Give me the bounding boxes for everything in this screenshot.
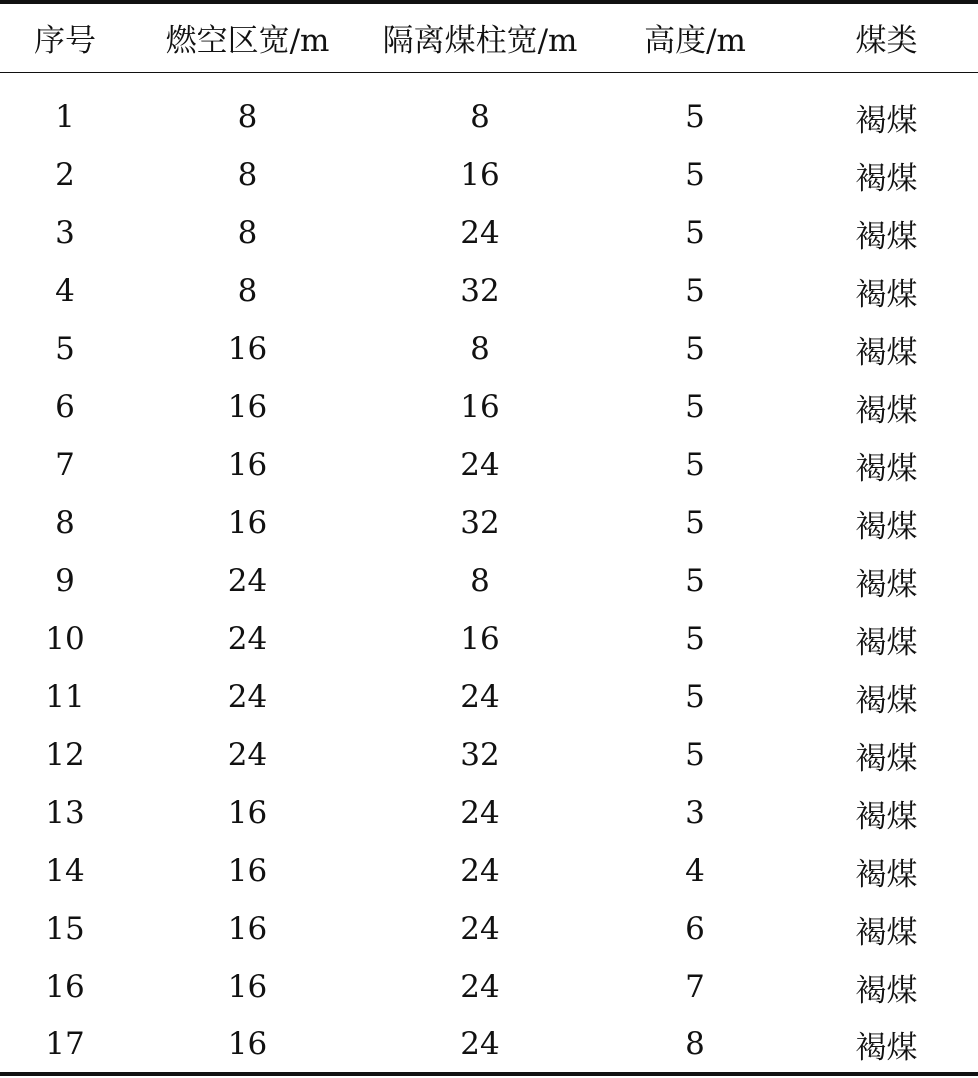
table-row xyxy=(0,72,978,146)
cell-pillar-width: 24 xyxy=(460,215,500,251)
cell-coal-type: 褐煤 xyxy=(855,102,918,139)
cell-height: 5 xyxy=(685,621,705,657)
header-cell-height: 高度/m xyxy=(595,2,795,72)
cell-pillar-width: 24 xyxy=(460,911,500,947)
table-body xyxy=(0,72,978,1074)
table-row xyxy=(0,668,978,726)
cell-pillar-width: 24 xyxy=(460,795,500,831)
cell-height: 5 xyxy=(685,679,705,715)
header-cell-index: 序号 xyxy=(0,2,130,72)
header-cell-goaf-width: 燃空区宽/m xyxy=(130,2,365,72)
cell-pillar-width: 8 xyxy=(470,563,490,599)
cell-coal-type: 褐煤 xyxy=(855,218,918,255)
cell-index: 4 xyxy=(55,273,75,309)
cell-goaf-width: 16 xyxy=(227,853,268,889)
cell-goaf-width: 8 xyxy=(237,99,258,136)
cell-pillar-width: 32 xyxy=(460,273,500,309)
cell-index: 7 xyxy=(55,447,75,483)
cell-index: 1 xyxy=(55,99,75,136)
table-row xyxy=(0,378,978,436)
cell-height: 5 xyxy=(685,737,705,773)
cell-goaf-width: 16 xyxy=(227,505,268,541)
table-row xyxy=(0,436,978,494)
cell-goaf-width: 8 xyxy=(237,273,258,309)
cell-index: 9 xyxy=(55,563,75,599)
cell-height: 5 xyxy=(685,99,705,136)
cell-pillar-width: 32 xyxy=(460,737,500,773)
table-row xyxy=(0,842,978,900)
table-row xyxy=(0,610,978,668)
cell-pillar-width: 16 xyxy=(460,621,500,657)
cell-goaf-width: 16 xyxy=(227,911,268,947)
cell-index: 15 xyxy=(45,911,85,947)
cell-goaf-width: 16 xyxy=(227,331,268,367)
cell-height: 5 xyxy=(685,563,705,599)
cell-coal-type: 褐煤 xyxy=(855,972,918,1009)
cell-goaf-width: 16 xyxy=(227,389,268,425)
cell-coal-type: 褐煤 xyxy=(795,1016,978,1074)
cell-coal-type: 褐煤 xyxy=(855,856,918,893)
cell-goaf-width: 24 xyxy=(227,679,268,715)
cell-index: 2 xyxy=(55,157,75,193)
cell-coal-type: 褐煤 xyxy=(855,624,918,661)
cell-pillar-width: 24 xyxy=(460,853,500,889)
cell-index: 5 xyxy=(55,331,75,367)
table-header xyxy=(0,2,978,72)
cell-coal-type: 褐煤 xyxy=(855,334,918,371)
cell-index: 10 xyxy=(45,621,85,657)
cell-height: 5 xyxy=(685,157,705,193)
header-cell-pillar-width: 隔离煤柱宽/m xyxy=(365,2,595,72)
cell-pillar-width: 24 xyxy=(460,447,500,483)
table-row xyxy=(0,958,978,1016)
cell-goaf-width: 16 xyxy=(227,795,268,831)
cell-pillar-width: 24 xyxy=(460,679,500,715)
cell-coal-type: 褐煤 xyxy=(855,160,918,197)
table-row xyxy=(0,726,978,784)
cell-index: 14 xyxy=(45,853,85,889)
table-row xyxy=(0,320,978,378)
header-row xyxy=(0,2,978,72)
cell-height: 5 xyxy=(685,273,705,309)
cell-index: 17 xyxy=(0,1016,130,1074)
cell-index: 3 xyxy=(55,215,75,251)
cell-index: 6 xyxy=(55,389,75,425)
cell-coal-type: 褐煤 xyxy=(855,914,918,951)
table-row xyxy=(0,494,978,552)
cell-coal-type: 褐煤 xyxy=(855,740,918,777)
cell-height: 5 xyxy=(685,389,705,425)
table-row xyxy=(0,784,978,842)
cell-coal-type: 褐煤 xyxy=(855,508,918,545)
cell-index: 16 xyxy=(45,969,85,1005)
table-row xyxy=(0,900,978,958)
table-row xyxy=(0,146,978,204)
cell-index: 13 xyxy=(45,795,85,831)
cell-coal-type: 褐煤 xyxy=(855,682,918,719)
cell-goaf-width: 8 xyxy=(237,215,258,251)
cell-goaf-width: 16 xyxy=(227,969,268,1005)
cell-coal-type: 褐煤 xyxy=(855,276,918,313)
cell-height: 8 xyxy=(595,1016,795,1074)
table-row xyxy=(0,262,978,320)
cell-goaf-width: 8 xyxy=(237,157,258,193)
cell-height: 5 xyxy=(685,447,705,483)
cell-index: 8 xyxy=(55,505,75,541)
cell-pillar-width: 24 xyxy=(460,969,500,1005)
cell-pillar-width: 24 xyxy=(365,1016,595,1074)
cell-height: 7 xyxy=(685,969,705,1005)
table-row xyxy=(0,552,978,610)
cell-coal-type: 褐煤 xyxy=(855,798,918,835)
cell-height: 3 xyxy=(685,795,705,831)
cell-pillar-width: 8 xyxy=(470,99,490,136)
cell-pillar-width: 8 xyxy=(470,331,490,367)
table-row xyxy=(0,1016,978,1074)
cell-coal-type: 褐煤 xyxy=(855,450,918,487)
cell-height: 6 xyxy=(685,911,705,947)
cell-goaf-width: 16 xyxy=(130,1016,365,1074)
cell-index: 11 xyxy=(45,679,85,715)
cell-coal-type: 褐煤 xyxy=(855,566,918,603)
cell-goaf-width: 16 xyxy=(227,447,268,483)
cell-goaf-width: 24 xyxy=(227,737,268,773)
cell-height: 5 xyxy=(685,505,705,541)
header-cell-coal-type: 煤类 xyxy=(795,2,978,72)
cell-goaf-width: 24 xyxy=(227,621,268,657)
cell-goaf-width: 24 xyxy=(227,563,268,599)
cell-pillar-width: 16 xyxy=(460,389,500,425)
cell-coal-type: 褐煤 xyxy=(855,392,918,429)
table-row xyxy=(0,204,978,262)
cell-pillar-width: 32 xyxy=(460,505,500,541)
cell-height: 4 xyxy=(685,853,705,889)
cell-height: 5 xyxy=(685,215,705,251)
cell-index: 12 xyxy=(45,737,85,773)
cell-pillar-width: 16 xyxy=(460,157,500,193)
cell-height: 5 xyxy=(685,331,705,367)
